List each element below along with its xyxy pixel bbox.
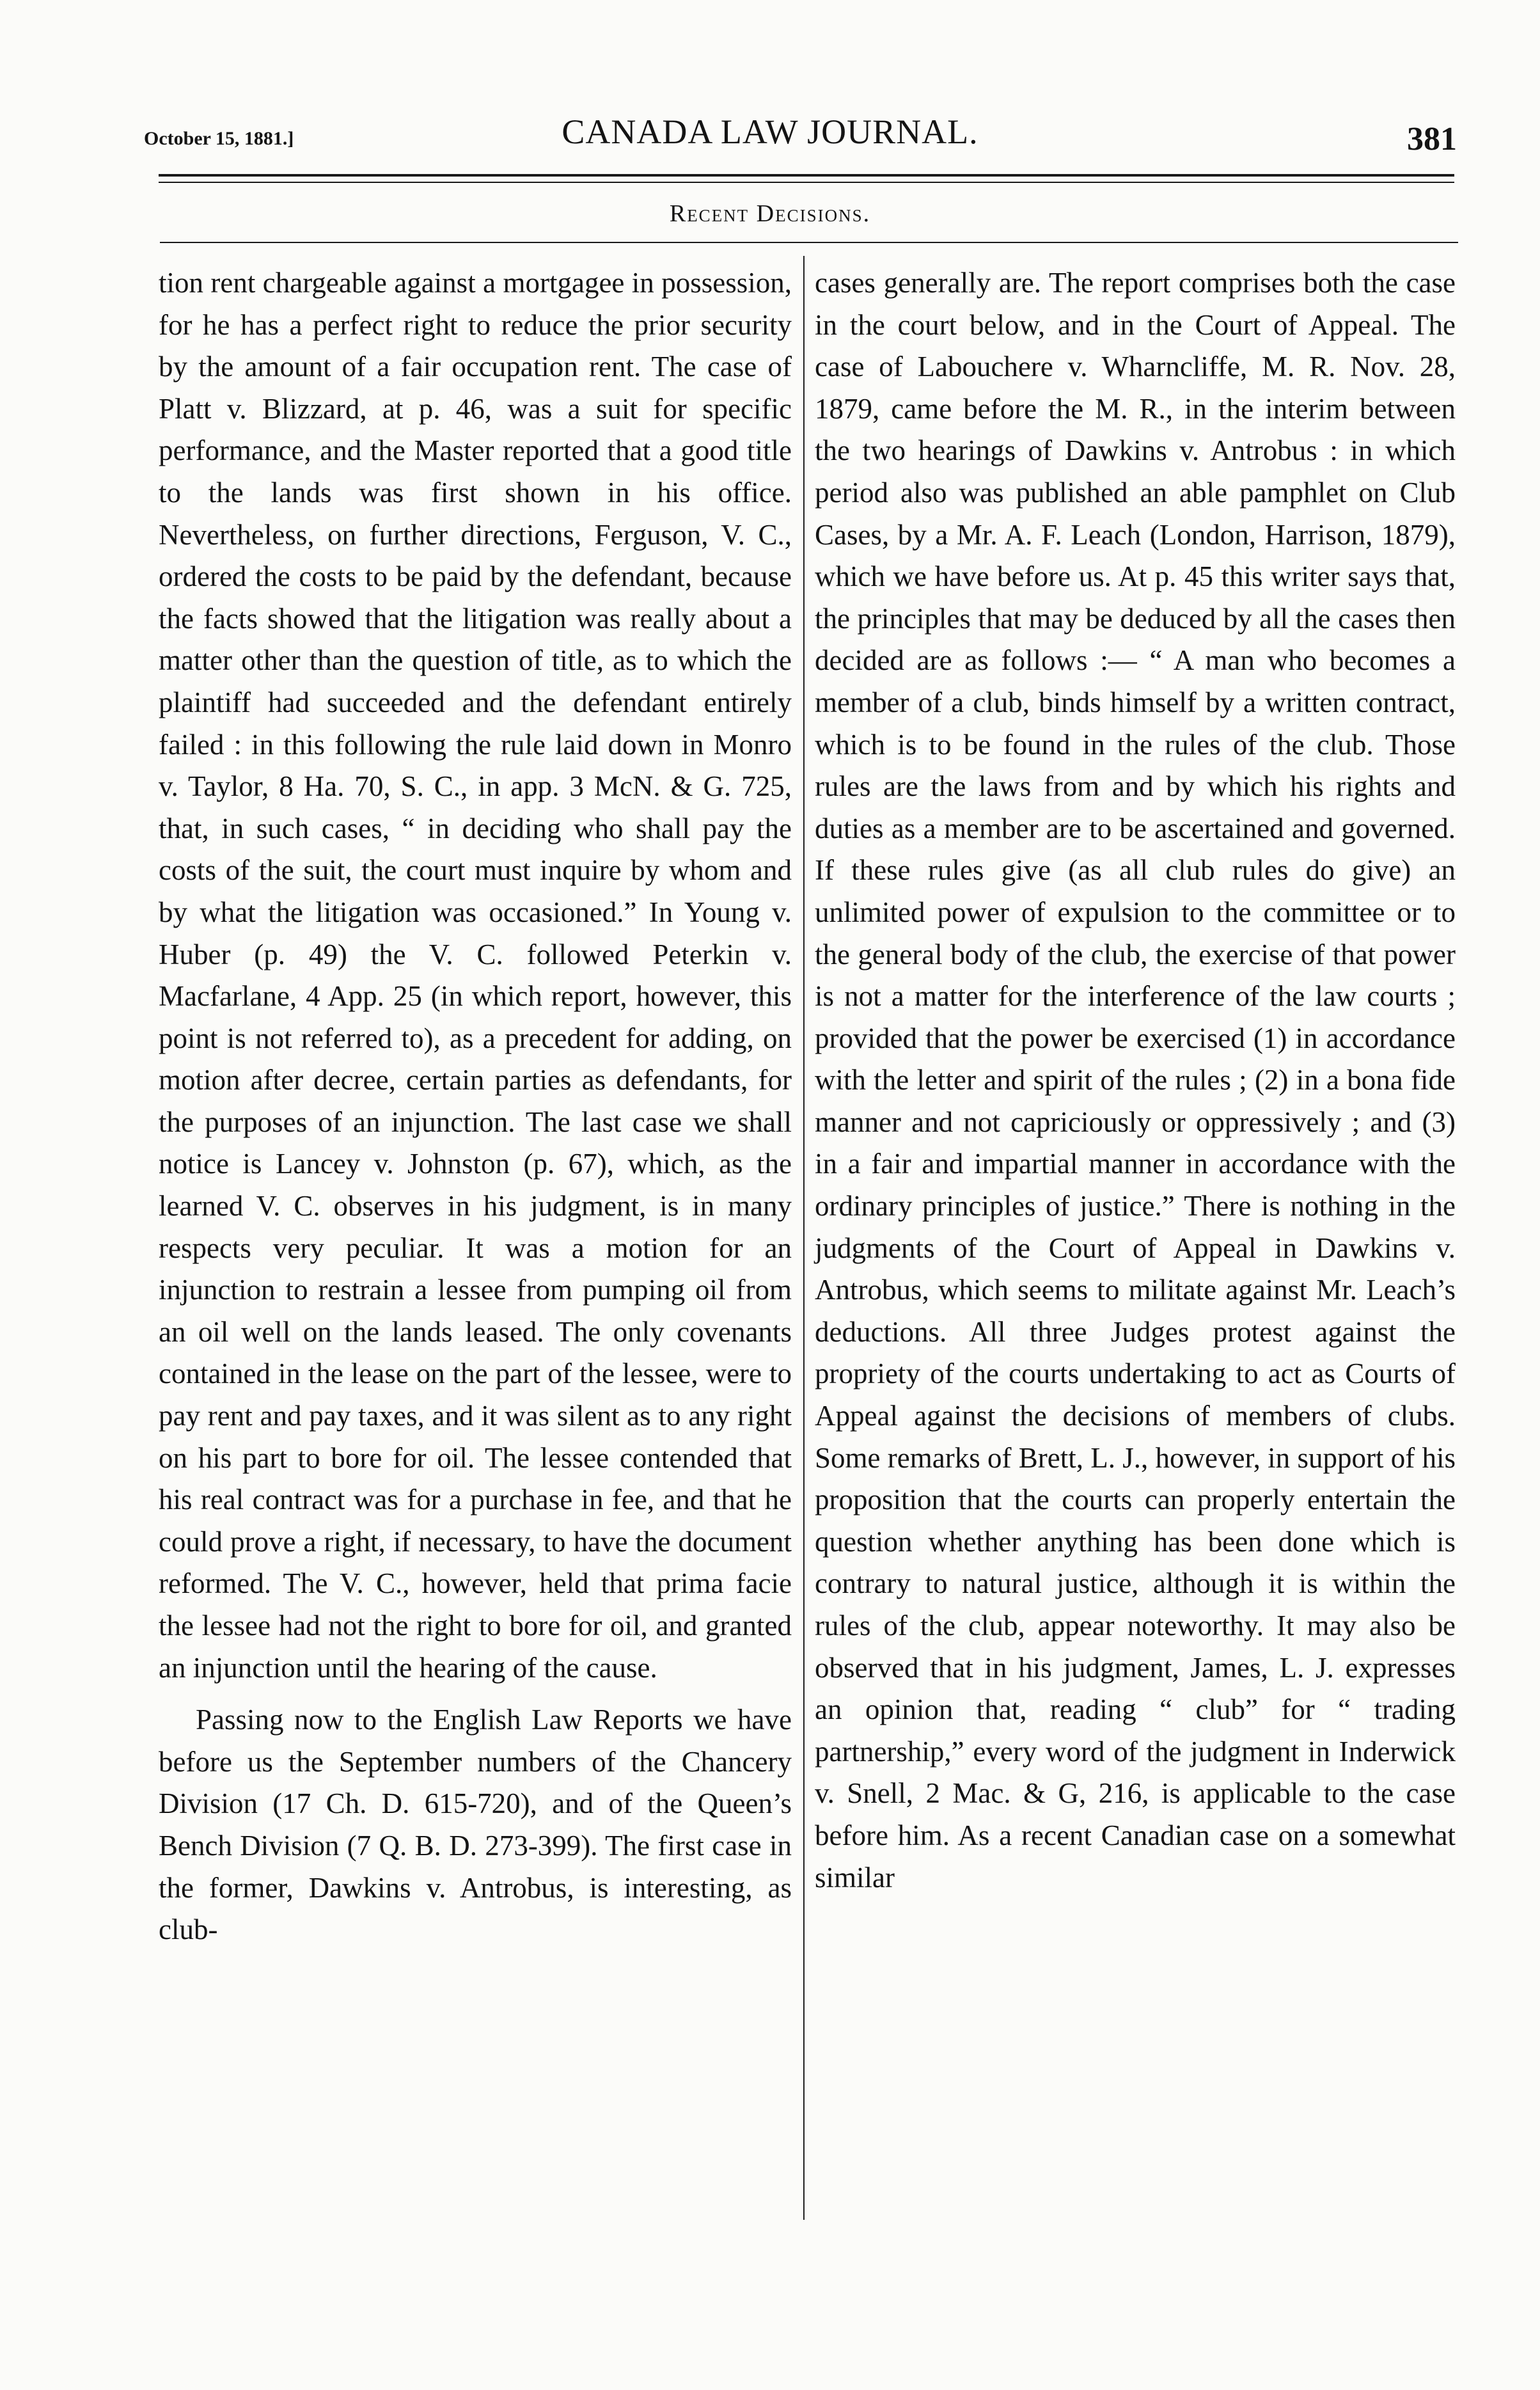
left-column [159, 262, 792, 1951]
journal-title: CANADA LAW JOURNAL. [562, 113, 978, 151]
left-paragraph-1: tion rent chargeable against a mortgagee in possession, for he has a perfect right to reduce the prior security by the amount of a fair occupation rent. The case of Platt v. Blizzard, at p. 46, was a suit for specific performance, and the Master reported that a good title to the lands was first shown in his office. Nevertheless, on further directions, Ferguson, V. C., ordered the costs to be paid by the defendant, because the facts showed that the litigation was really about a matter other than the question of title, as to which the plaintiff had succeeded and the defendant entirely failed : in this following the rule laid down in Monro v. Taylor, 8 Ha. 70, S. C., in app. 3 McN. & G. 725, that, in such cases, “ in deciding who shall pay the costs of the suit, the court must inquire by whom and by what the litigation was occasioned.” In Young v. Huber (p. 49) the V. C. followed Peterkin v. Macfarlane, 4 App. 25 (in which report, however, this point is not referred to), as a precedent for adding, on motion after decree, certain parties as defendants, for the purposes of an injunction. The last case we shall notice is Lancey v. Johnston (p. 67), which, as the learned V. C. observes in his judgment, is in many respects very peculiar. It was a motion for an injunction to restrain a lessee from pumping oil from an oil well on the lands leased. The only covenants contained in the lease on the part of the lessee, were to pay rent and pay taxes, and it was silent as to any right on his part to bore for oil. The lessee contended that his real contract was for a purchase in fee, and that he could prove a right, if necessary, to have the document reformed. The V. C., however, held that prima facie the lessee had not the right to bore for oil, and granted an injunction until the hearing of the cause. [159, 267, 792, 1684]
page-number: 381 [1407, 121, 1457, 157]
section-rule [160, 242, 1458, 243]
header-rule-thick [159, 174, 1454, 177]
right-column [815, 262, 1456, 1899]
issue-date: October 15, 1881.] [144, 128, 294, 149]
left-paragraph-2: Passing now to the English Law Reports we have before us the September numbers of the Chancery Division (17 Ch. D. 615-720), and of the Queen’s Bench Division (7 Q. B. D. 273-399). The first case in the former, Dawkins v. Antrobus, is interesting, as club- [159, 1704, 792, 1946]
header-rule-thin [159, 182, 1454, 183]
right-paragraph-1: cases generally are. The report comprises both the case in the court below, and in the Court of Appeal. The case of Labouchere v. Wharncliffe, M. R. Nov. 28, 1879, came before the M. R., in the interim between the two hearings of Dawkins v. Antrobus : in which period also was published an able pamphlet on Club Cases, by a Mr. A. F. Leach (London, Harrison, 1879), which we have before us. At p. 45 this writer says that, the principles that may be deduced by all the cases then decided are as follows :— “ A man who becomes a member of a club, binds himself by a written contract, which is to be found in the rules of the club. Those rules are the laws from and by which his rights and duties as a member are to be ascertained and governed. If these rules give (as all club rules do give) an unlimited power of expulsion to the committee or to the general body of the club, the exercise of that power is not a matter for the interference of the law courts ; provided that the power be exercised (1) in accordance with the letter and spirit of the rules ; (2) in a bona fide manner and not capriciously or oppressively ; and (3) in a fair and impartial manner in accordance with the ordinary principles of justice.” There is nothing in the judgments of the Court of Appeal in Dawkins v. Antrobus, which seems to militate against Mr. Leach’s deductions. All three Judges protest against the propriety of the courts undertaking to act as Courts of Appeal against the decisions of members of clubs. Some remarks of Brett, L. J., however, in support of his proposition that the courts can properly entertain the question whether anything has been done which is contrary to natural justice, although it is within the rules of the club, appear noteworthy. It may also be observed that in his judgment, James, L. J. expresses an opinion that, reading “ club” for “ trading partnership,” every word of the judgment in Inderwick v. Snell, 2 Mac. & G, 216, is applicable to the case before him. As a recent Canadian case on a somewhat similar [815, 267, 1456, 1894]
section-title: Recent Decisions. [669, 200, 871, 227]
column-divider [803, 256, 805, 2220]
